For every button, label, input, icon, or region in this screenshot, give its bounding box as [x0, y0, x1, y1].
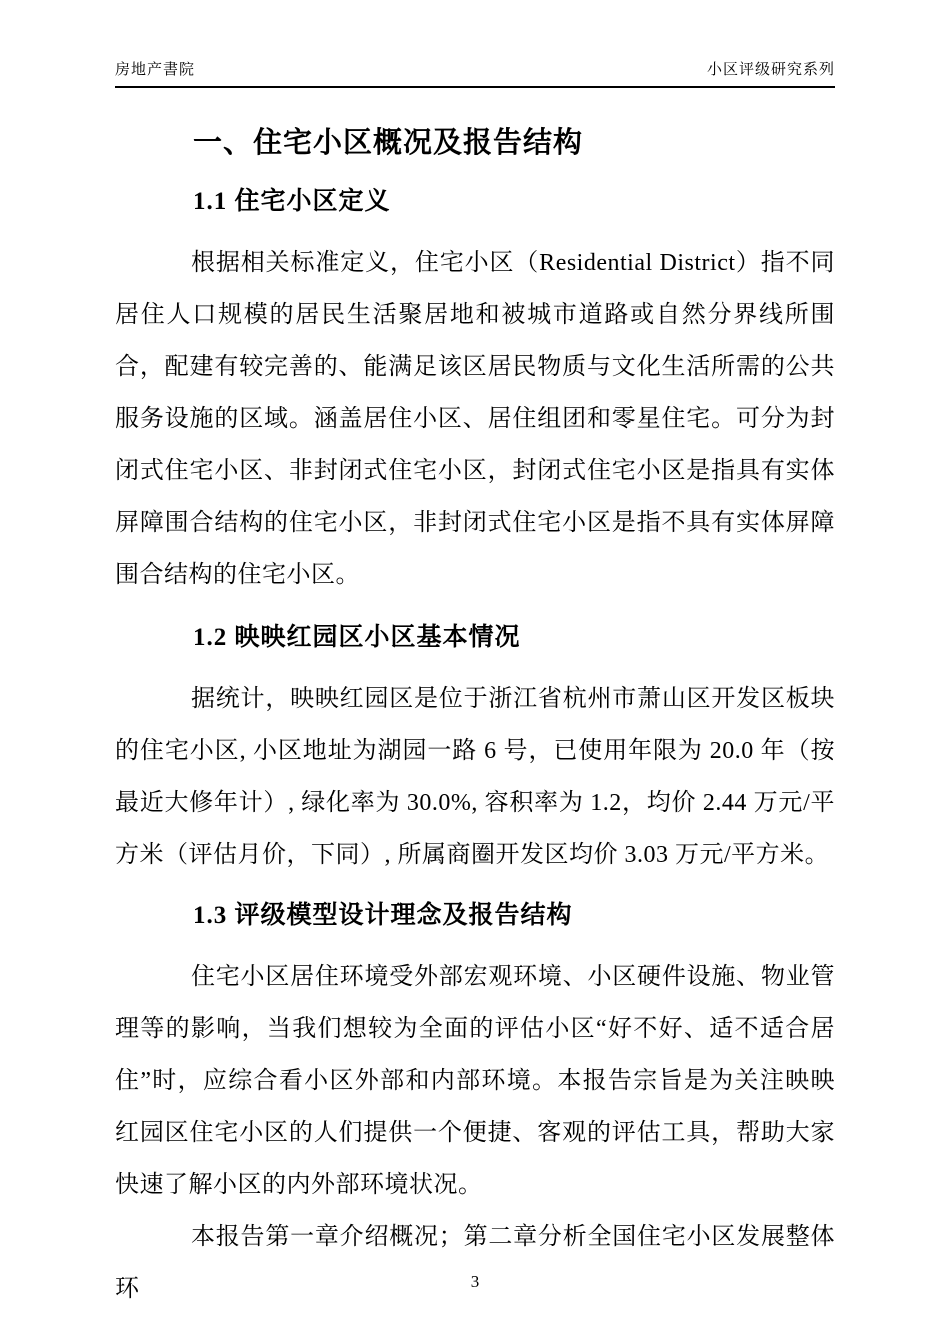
section-title-1-1: 1.1 住宅小区定义 — [193, 187, 391, 215]
page-number: 3 — [470, 1272, 480, 1291]
paragraph-report-structure: 本报告第一章介绍概况；第二章分析全国住宅小区发展整体环 — [115, 1223, 835, 1302]
header-right-text: 小区评级研究系列 — [706, 62, 835, 78]
paragraph-model-design: 住宅小区居住环境受外部宏观环境、小区硬件设施、物业管理等的影响，当我们想较为全面的评估小区“好不好、适不适合居住”时，应综合看小区外部和内部环境。本报告宗旨是为关注映映红园区住宅小区的人们提供一个便捷、客观的评估工具，帮助大家快速了解小区的内外部环境状况。 — [115, 963, 835, 1198]
paragraph-basic-info: 据统计，映映红园区是位于浙江省杭州市萧山区开发区板块的住宅小区, 小区地址为湖园一路 6 号，已使用年限为 20.0 年（按最近大修年计）, 绿化率为 30.0%, 容积率为 1.2，均价 2.44 万元/平方米（评估月价，下同）, 所属商圈开发区均价 3.03 万元/平方米。 — [115, 685, 835, 868]
page-footer — [0, 1272, 950, 1292]
paragraph-definition: 根据相关标准定义，住宅小区（Residential District）指不同居住人口规模的居民生活聚居地和被城市道路或自然分界线所围合，配建有较完善的、能满足该区居民物质与文化生活所需的公共服务设施的区域。涵盖居住小区、居住组团和零星住宅。可分为封闭式住宅小区、非封闭式住宅小区，封闭式住宅小区是指具有实体屏障围合结构的住宅小区，非封闭式住宅小区是指不具有实体屏障围合结构的住宅小区。 — [115, 249, 835, 588]
header-left-text: 房地产書院 — [115, 62, 196, 78]
section-title-1-2: 1.2 映映红园区小区基本情况 — [193, 623, 521, 651]
chapter-title: 一、住宅小区概况及报告结构 — [193, 127, 584, 159]
section-title-1-3: 1.3 评级模型设计理念及报告结构 — [193, 901, 573, 929]
page-header — [115, 58, 835, 88]
